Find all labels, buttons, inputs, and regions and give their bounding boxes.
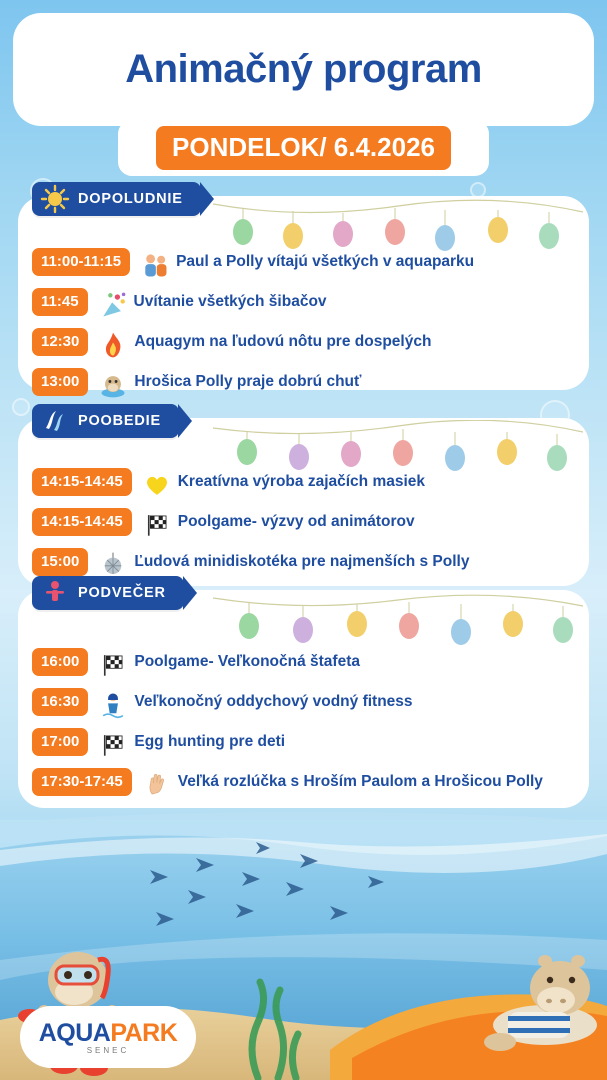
- egg-garland-decoration: [213, 592, 583, 654]
- confetti-icon: [96, 288, 130, 322]
- date-badge: [118, 120, 489, 176]
- wave-icon: [40, 406, 70, 436]
- activity-text: Ľudová minidiskotéka pre najmenších s Polly: [134, 553, 470, 570]
- bottom-illustration: [0, 820, 607, 1080]
- date-label: PONDELOK/ 6.4.2026: [156, 126, 451, 170]
- section-card-morning: [18, 191, 589, 390]
- activity-row: [18, 248, 589, 282]
- logo-qua: QUA: [56, 1019, 111, 1047]
- checkered-flag-icon: [140, 508, 174, 542]
- activity-time: 16:00: [32, 648, 88, 676]
- activity-row: [18, 468, 589, 502]
- activity-row: [18, 328, 589, 362]
- activity-time: 13:00: [32, 368, 88, 396]
- logo-text: [39, 1019, 178, 1048]
- activity-time: 11:45: [32, 288, 88, 316]
- activity-text: Uvítanie všetkých šibačov: [133, 293, 327, 310]
- activity-time: 16:30: [32, 688, 88, 716]
- activity-text: Veľkonočný oddychový vodný fitness: [134, 693, 413, 710]
- people-icon: [138, 248, 172, 282]
- section-tab-evening: [32, 576, 184, 610]
- activity-time: 11:00-11:15: [32, 248, 130, 276]
- section-label: DOPOLUDNIE: [78, 191, 183, 207]
- logo-park: PARK: [110, 1019, 178, 1047]
- activity-row: [18, 368, 589, 402]
- yellow-heart-icon: [140, 468, 174, 502]
- page-title: Animačný program: [125, 47, 482, 91]
- activity-time: 17:00: [32, 728, 88, 756]
- activity-row: [18, 728, 589, 762]
- activity-row: [18, 768, 589, 802]
- wave-hand-icon: [140, 768, 174, 802]
- logo-subtitle: SENEC: [86, 1046, 130, 1055]
- section-tab-morning: [32, 182, 201, 216]
- header-card: [13, 13, 594, 126]
- swimmer-icon: [96, 688, 130, 722]
- activity-row: [18, 648, 589, 682]
- section-label: POOBEDIE: [78, 413, 161, 429]
- aquapark-logo: [20, 1006, 196, 1068]
- activity-text: Poolgame- Veľkonočná štafeta: [134, 653, 360, 670]
- activity-text: Poolgame- výzvy od animátorov: [177, 513, 415, 530]
- activity-list-afternoon: [18, 468, 589, 588]
- checkered-flag-icon: [96, 648, 130, 682]
- activity-text: Egg hunting pre deti: [134, 733, 286, 750]
- activity-text: Hrošica Polly praje dobrú chuť: [134, 373, 362, 390]
- sun-icon: [40, 184, 70, 214]
- activity-text: Kreatívna výroba zajačích masiek: [177, 473, 426, 490]
- activity-list-evening: [18, 648, 589, 808]
- activity-time: 14:15-14:45: [32, 508, 132, 536]
- activity-time: 12:30: [32, 328, 88, 356]
- diver-icon: [40, 578, 70, 608]
- logo-a: A: [38, 1019, 57, 1047]
- section-card-evening: [18, 585, 589, 808]
- section-card-afternoon: [18, 413, 589, 586]
- activity-time: 14:15-14:45: [32, 468, 132, 496]
- activity-row: [18, 508, 589, 542]
- activity-list-morning: [18, 248, 589, 408]
- hippo-icon: [96, 368, 130, 402]
- activity-row: [18, 688, 589, 722]
- activity-text: Aquagym na ľudovú nôtu pre dospelých: [134, 333, 432, 350]
- section-label: PODVEČER: [78, 585, 166, 601]
- activity-time: 15:00: [32, 548, 88, 576]
- section-tab-afternoon: [32, 404, 179, 438]
- checkered-flag-icon: [96, 728, 130, 762]
- activity-time: 17:30-17:45: [32, 768, 132, 796]
- fire-icon: [96, 328, 130, 362]
- activity-text: Veľká rozlúčka s Hroším Paulom a Hrošicou Polly: [177, 773, 543, 790]
- activity-text: Paul a Polly vítajú všetkých v aquaparku: [176, 253, 475, 270]
- activity-row: [18, 288, 589, 322]
